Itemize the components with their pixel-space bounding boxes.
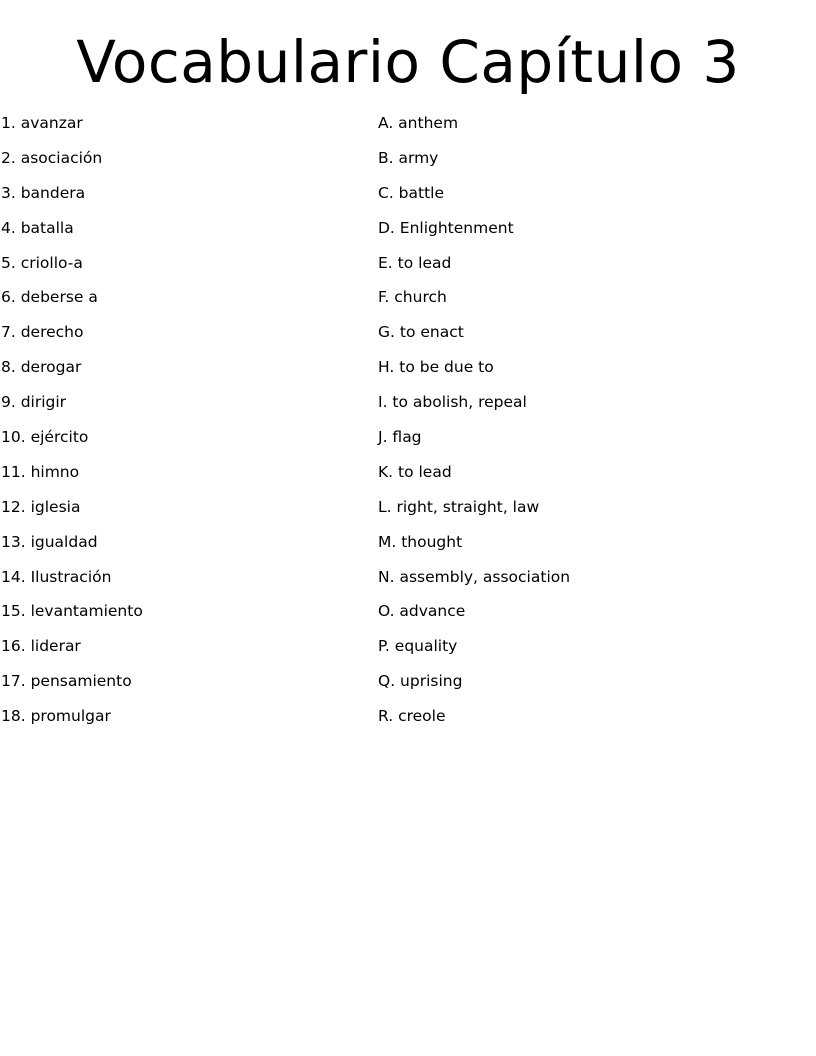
page-title: Vocabulario Capítulo 3 — [76, 28, 740, 96]
term-item: 7. derecho — [1, 323, 84, 342]
term-item: 15. levantamiento — [1, 602, 143, 621]
definition-item: O. advance — [378, 602, 466, 621]
term-item: 9. dirigir — [1, 393, 67, 412]
definition-item: P. equality — [378, 637, 458, 656]
term-item: 8. derogar — [1, 358, 82, 377]
term-item: 18. promulgar — [1, 707, 111, 726]
term-item: 2. asociación — [1, 148, 103, 167]
term-item: 6. deberse a — [1, 288, 98, 307]
term-item: 1. avanzar — [1, 114, 83, 132]
definition-item: L. right, straight, law — [378, 497, 540, 516]
definition-item: B. army — [378, 148, 439, 167]
definition-item: A. anthem — [378, 114, 459, 132]
definition-item: I. to abolish, repeal — [378, 393, 527, 412]
definition-item: H. to be due to — [378, 358, 494, 377]
definition-item: D. Enlightenment — [378, 218, 514, 237]
definition-item: C. battle — [378, 183, 445, 202]
definition-item: J. flag — [378, 428, 422, 447]
definition-item: K. to lead — [378, 462, 452, 481]
definition-item: E. to lead — [378, 253, 452, 272]
definition-item: F. church — [378, 288, 447, 307]
terms-list — [1, 111, 361, 739]
term-item: 12. iglesia — [1, 497, 81, 516]
definition-item: M. thought — [378, 532, 463, 551]
term-item: 4. batalla — [1, 218, 74, 237]
definition-item: G. to enact — [378, 323, 464, 342]
term-item: 17. pensamiento — [1, 672, 132, 691]
definition-item: N. assembly, association — [378, 567, 571, 586]
term-item: 5. criollo-a — [1, 253, 83, 272]
term-item: 14. Ilustración — [1, 567, 112, 586]
term-item: 10. ejército — [1, 428, 89, 447]
term-item: 3. bandera — [1, 183, 86, 202]
definitions-list — [378, 111, 798, 739]
term-item: 11. himno — [1, 462, 80, 481]
definition-item: R. creole — [378, 707, 446, 726]
definition-item: Q. uprising — [378, 672, 463, 691]
term-item: 13. igualdad — [1, 532, 98, 551]
term-item: 16. liderar — [1, 637, 81, 656]
